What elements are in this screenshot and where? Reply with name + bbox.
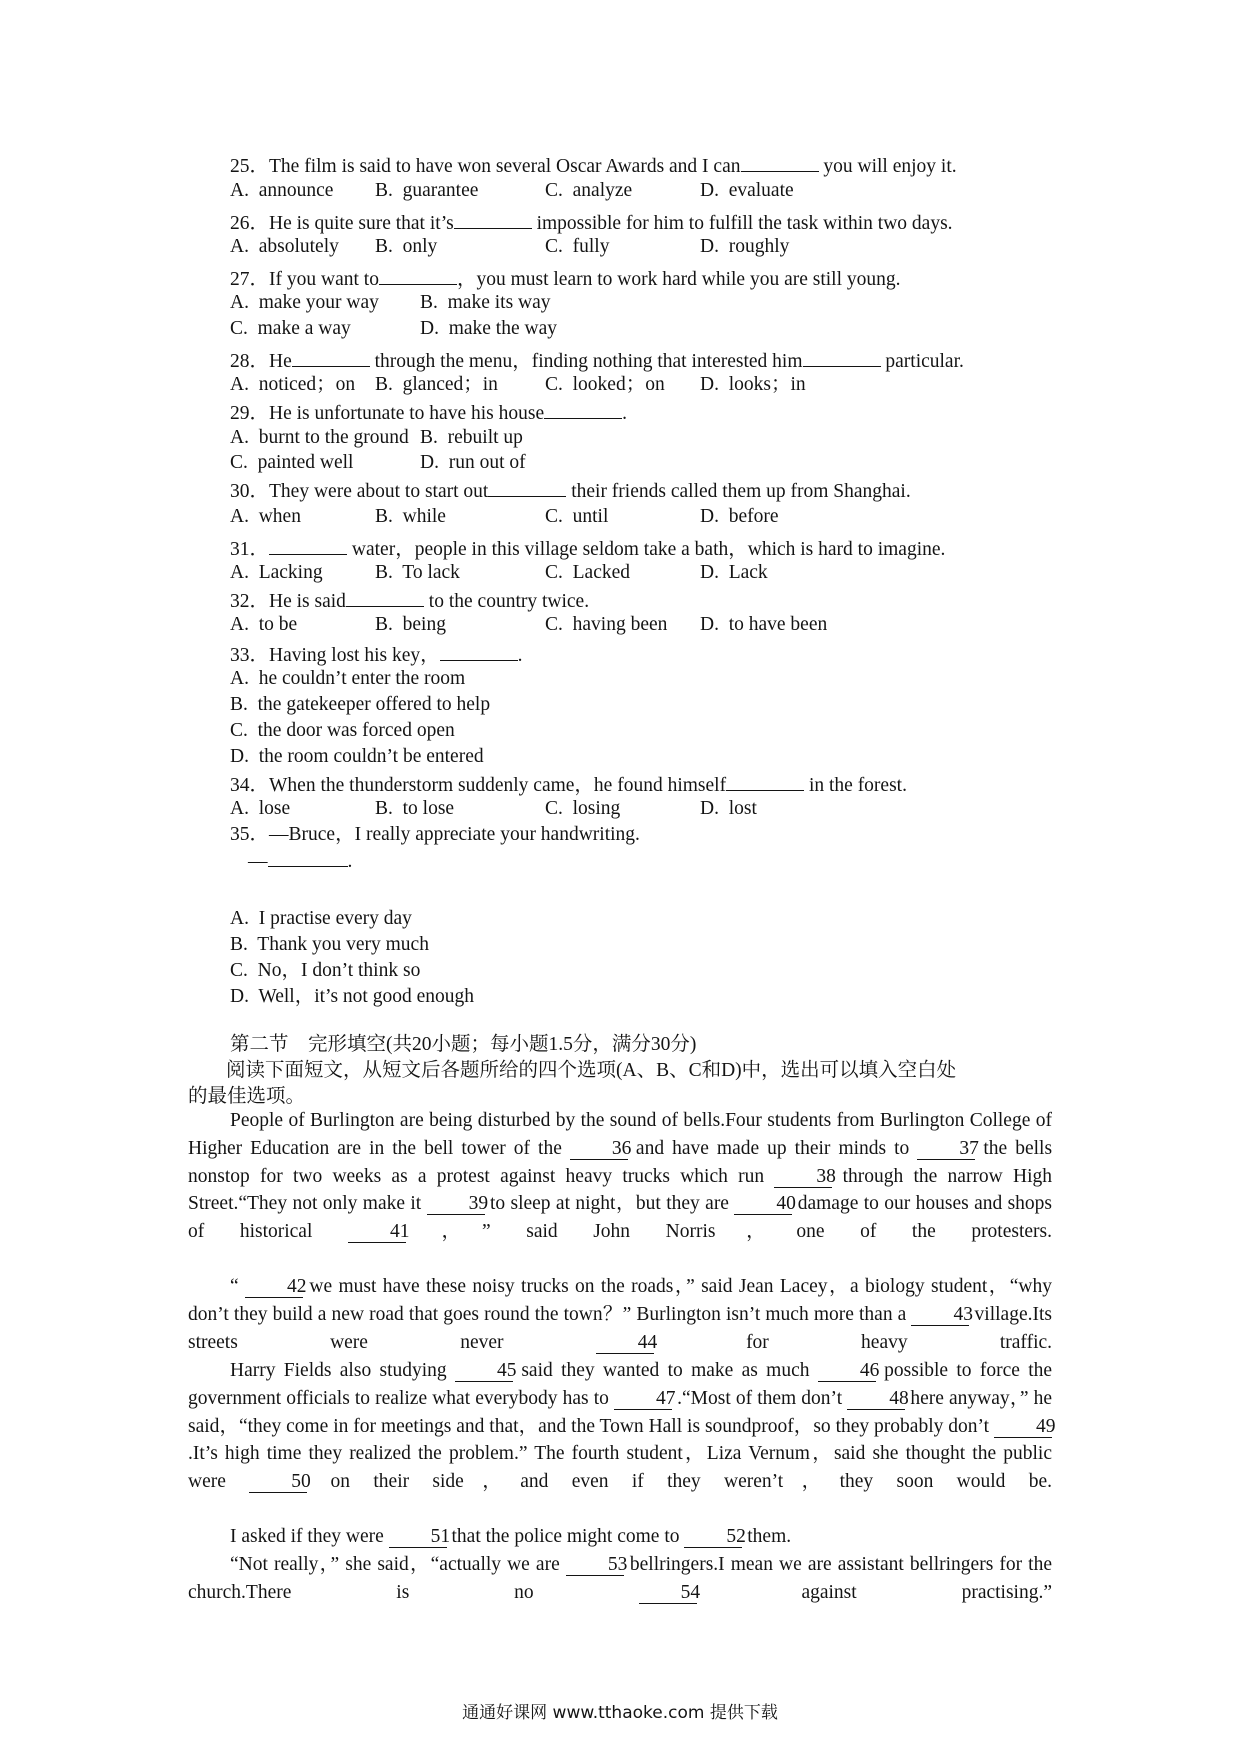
question-number: 33．: [230, 645, 270, 666]
question-text: He is quite sure that it’s: [269, 213, 454, 234]
option-c[interactable]: C. fully: [545, 236, 610, 257]
cloze-blank-43: 43: [911, 1305, 969, 1326]
cloze-blank-45: 45: [455, 1361, 513, 1382]
question-text: impossible for him to fulfill the task within two days.: [531, 213, 953, 234]
option-b[interactable]: B. while: [375, 506, 446, 527]
question-text: particular.: [880, 351, 964, 372]
option-a[interactable]: A. when: [230, 506, 301, 527]
answer-blank: [292, 348, 370, 367]
passage-text: that the police might come to: [451, 1526, 680, 1547]
cloze-blank-49: 49: [994, 1417, 1052, 1438]
section-instruction: 的最佳选项。: [188, 1086, 306, 1107]
question-number: 34．: [230, 775, 270, 796]
question-number: 26．: [230, 213, 270, 234]
question-text: water，people in this village seldom take a bath，which is hard to imagine.: [347, 539, 946, 560]
option-row: [230, 666, 465, 692]
reply-dash: —: [248, 851, 268, 872]
passage-text: and have made up their minds to: [635, 1137, 910, 1159]
option-b[interactable]: B. only: [375, 236, 438, 257]
cloze-blank-52: 52: [684, 1527, 742, 1548]
option-b[interactable]: B. glanced；in: [375, 374, 498, 395]
question-text: —Bruce，I really appreciate your handwriting.: [269, 824, 640, 845]
option-row: [230, 692, 490, 718]
passage-text: village.Its streets were never: [188, 1303, 1052, 1353]
question-stem: [230, 153, 957, 180]
option-c[interactable]: C. analyze: [545, 180, 633, 201]
question-text: .: [517, 645, 523, 666]
question-number: 25．: [230, 156, 270, 177]
option-c[interactable]: C. make a way: [230, 318, 351, 339]
option-c[interactable]: C. losing: [545, 798, 621, 819]
passage-text: People of Burlington are being disturbed by the sound of bells.Four students from Burlington College of Higher Education are in the bell tower of the: [188, 1110, 1052, 1159]
option-a[interactable]: A. absolutely: [230, 236, 339, 257]
question-stem: [230, 266, 901, 293]
option-b[interactable]: B. being: [375, 614, 446, 635]
answer-blank: [454, 210, 532, 229]
question-number: 35．: [230, 824, 270, 845]
option-d[interactable]: D. Lack: [700, 562, 768, 583]
reply-line: [248, 848, 352, 875]
option-row: [230, 958, 420, 984]
passage-text: Harry Fields also studying: [230, 1360, 447, 1381]
paragraph-2: [188, 1273, 1052, 1356]
answer-blank: [488, 478, 566, 497]
question-stem: [230, 772, 907, 799]
question-stem: [230, 822, 640, 848]
question-text: to the country twice.: [423, 591, 590, 612]
passage-text: them.: [747, 1526, 792, 1547]
passage-text: here anyway，” he said，“they come in for meetings and that，and the Town Hall is soundproof，so they probably don’t: [188, 1387, 1053, 1437]
question-stem: [230, 348, 964, 375]
question-stem: [230, 210, 953, 237]
option-a[interactable]: A. Lacking: [230, 562, 323, 583]
question-text: He is said: [269, 591, 346, 612]
passage-text: .“Most of them don’t: [677, 1387, 843, 1409]
cloze-blank-40: 40: [734, 1194, 792, 1215]
answer-blank: [269, 536, 347, 555]
paragraph-3: [188, 1357, 1056, 1496]
option-row: [230, 906, 412, 932]
cloze-blank-50: 50: [249, 1472, 307, 1493]
cloze-blank-38: 38: [774, 1167, 832, 1188]
option-c[interactable]: C. until: [545, 506, 609, 527]
passage-text: against practising.”: [801, 1581, 1052, 1603]
question-number: 30．: [230, 481, 270, 502]
option-d[interactable]: D. before: [700, 506, 779, 527]
option-row: [230, 744, 484, 770]
option-a[interactable]: A. lose: [230, 798, 291, 819]
option-row: [230, 932, 429, 958]
cloze-blank-53: 53: [566, 1555, 624, 1576]
question-number: 29．: [230, 403, 270, 424]
option-b[interactable]: B. rebuilt up: [420, 427, 523, 448]
question-stem: [230, 642, 523, 669]
question-number: 31．: [230, 539, 270, 560]
cloze-blank-46: 46: [818, 1361, 876, 1382]
cloze-blank-39: 39: [427, 1194, 485, 1215]
question-text: you will enjoy it.: [818, 156, 957, 177]
section-title: 第二节 完形填空(共20小题；每小题1.5分，满分30分): [230, 1034, 697, 1055]
cloze-blank-42: 42: [245, 1277, 303, 1298]
passage-text: “Not really，” she said，“actually we are: [230, 1554, 560, 1575]
passage-text: damage to our houses and shops of historical: [188, 1193, 1053, 1243]
passage-text: .It’s high time they realized the problem.” The fourth student，Liza Vernum，said she thought the public were: [188, 1443, 1052, 1493]
passage-text: possible to force the government officials to realize what everybody has to: [188, 1360, 1053, 1409]
question-text: The film is said to have won several Oscar Awards and I can: [269, 156, 741, 177]
question-text: ，you must learn to work hard while you are still young.: [456, 269, 901, 290]
cloze-blank-37: 37: [917, 1139, 975, 1160]
question-text: Having lost his key，: [269, 645, 440, 666]
option-d[interactable]: D. the room couldn’t be entered: [230, 746, 484, 767]
section-instruction: 阅读下面短文，从短文后各题所给的四个选项(A、B、C和D)中，选出可以填入空白处: [226, 1060, 957, 1081]
question-number: 32．: [230, 591, 270, 612]
question-stem: [230, 400, 627, 427]
option-a[interactable]: A. I practise every day: [230, 908, 412, 929]
cloze-blank-51: 51: [389, 1527, 447, 1548]
option-a[interactable]: A. to be: [230, 614, 298, 635]
option-c[interactable]: C. the door was forced open: [230, 720, 455, 741]
option-c[interactable]: C. Lacked: [545, 562, 631, 583]
cloze-blank-44: 44: [596, 1333, 654, 1354]
footer-source: 通通好课网 www.tthaoke.com 提供下载: [462, 1703, 778, 1723]
cloze-blank-47: 47: [614, 1389, 672, 1410]
option-a[interactable]: A. announce: [230, 180, 334, 201]
option-d[interactable]: D. evaluate: [700, 180, 794, 201]
question-number: 28．: [230, 351, 270, 372]
passage-text: I asked if they were: [230, 1526, 384, 1547]
paragraph-1: [188, 1107, 1052, 1246]
option-d[interactable]: D. Well，it’s not good enough: [230, 986, 474, 1007]
question-text: their friends called them up from Shanghai.: [566, 481, 911, 502]
answer-blank: [544, 400, 622, 419]
option-d[interactable]: D. to have been: [700, 614, 828, 635]
question-text: They were about to start out: [269, 481, 489, 502]
option-row: [230, 718, 455, 744]
cloze-blank-48: 48: [847, 1389, 905, 1410]
option-c[interactable]: C. No，I don’t think so: [230, 960, 421, 981]
answer-blank: [741, 153, 819, 172]
answer-blank: [726, 772, 804, 791]
option-d[interactable]: D. lost: [700, 798, 757, 819]
passage-text: the bells nonstop for two weeks as a protest against heavy trucks which run: [188, 1137, 1053, 1187]
option-d[interactable]: D. looks；in: [700, 374, 806, 395]
cloze-blank-54: 54: [639, 1583, 697, 1604]
option-a[interactable]: A. make your way: [230, 292, 379, 313]
cloze-blank-36: 36: [570, 1139, 628, 1160]
answer-blank: [268, 848, 348, 867]
question-text: He: [269, 351, 292, 372]
passage-text: on their side，and even if they weren’t，they soon would be.: [330, 1471, 1053, 1493]
option-b[interactable]: B. Thank you very much: [230, 934, 429, 955]
option-c[interactable]: C. having been: [545, 614, 668, 635]
passage-text: ，” said John Norris，one of the protesters.: [441, 1221, 1053, 1243]
paragraph-4: [188, 1523, 1052, 1551]
question-stem: [230, 536, 945, 563]
question-number: 27．: [230, 269, 270, 290]
passage-text: to sleep at night，but they are: [489, 1193, 729, 1215]
passage-text: through the narrow High Street.“They not only make it: [188, 1165, 1053, 1215]
answer-blank: [346, 588, 424, 607]
answer-blank: [803, 348, 881, 367]
option-c[interactable]: C. painted well: [230, 452, 354, 473]
passage-text: bellringers.I mean we are assistant bellringers for the church.There is no: [188, 1554, 1052, 1603]
question-text: through the menu，finding nothing that interested him: [369, 351, 803, 372]
option-d[interactable]: D. roughly: [700, 236, 790, 257]
option-c[interactable]: C. looked；on: [545, 374, 665, 395]
option-a[interactable]: A. noticed；on: [230, 374, 356, 395]
passage-text: we must have these noisy trucks on the roads，” said Jean Lacey，a biology student，“why don’t they build a new road that goes round the town？” Burlington isn’t much more than a: [188, 1276, 1053, 1325]
cloze-blank-41: 41: [348, 1222, 406, 1243]
option-b[interactable]: B. to lose: [375, 798, 455, 819]
option-a[interactable]: A. he couldn’t enter the room: [230, 668, 466, 689]
answer-blank: [440, 642, 518, 661]
passage-text: for heavy traffic.: [746, 1331, 1053, 1353]
reply-period: .: [347, 851, 353, 872]
answer-blank: [379, 266, 457, 285]
question-stem: [230, 588, 589, 615]
question-text: .: [622, 403, 627, 424]
option-b[interactable]: B. the gatekeeper offered to help: [230, 694, 491, 715]
question-stem: [230, 478, 911, 505]
paragraph-5: [188, 1551, 1052, 1607]
question-text: When the thunderstorm suddenly came，he found himself: [269, 775, 727, 796]
passage-text: said they wanted to make as much: [521, 1360, 810, 1381]
option-b[interactable]: B. guarantee: [375, 180, 479, 201]
option-row: [230, 984, 474, 1010]
question-text: If you want to: [269, 269, 379, 290]
question-text: He is unfortunate to have his house: [269, 403, 545, 424]
question-text: in the forest.: [804, 775, 907, 796]
option-a[interactable]: A. burnt to the ground: [230, 427, 409, 448]
option-d[interactable]: D. make the way: [420, 318, 557, 339]
option-b[interactable]: B. To lack: [375, 562, 460, 583]
option-b[interactable]: B. make its way: [420, 292, 551, 313]
passage-text: “: [230, 1276, 239, 1297]
option-d[interactable]: D. run out of: [420, 452, 526, 473]
